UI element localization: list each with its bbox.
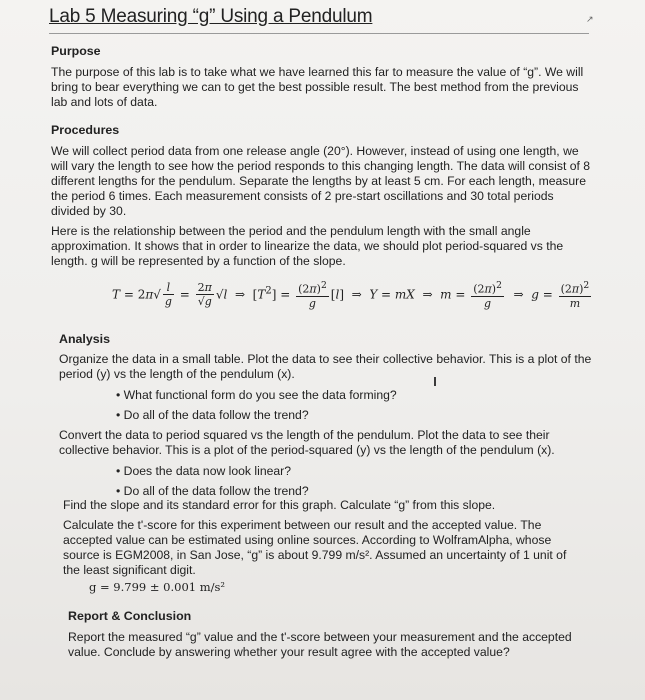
purpose-section: [51, 44, 591, 110]
cursor-mark: [434, 377, 436, 386]
corner-mark-icon: ↗: [586, 14, 594, 24]
relationship-text: Here is the relationship between the period and the pendulum length with the small angle approximation. It shows that in order to linearize the data, we should plot period-squared vs the length. g will be represented by a function of the slope.: [51, 224, 564, 268]
report-heading: Report & Conclusion: [68, 609, 192, 623]
period-length-equation: T = 2π√ $\frac{l}{g}$ = $\frac{2\pi}{√g}$ √l ⇒ $[T^2]$ = $\frac{(2\pi)^2}{g}$ [l] ⇒ Y = mX ⇒ m = $\frac{(2\pi)^2}{g}$ ⇒ g = $\frac{(2\pi)^2}{m}$: [112, 280, 590, 310]
analysis-heading: Analysis: [59, 332, 110, 346]
list-item: • What functional form do you see the data forming?: [116, 388, 594, 403]
report-section: [68, 609, 583, 660]
list-item: • Do all of the data follow the trend?: [116, 484, 594, 499]
page-title: Lab 5 Measuring “g” Using a Pendulum: [49, 6, 373, 27]
title-rule: [49, 33, 589, 34]
convert-text: Convert the data to period squared vs the length of the pendulum. Plot the data to see their collective behavior. This is a plot of the period-squared (y) vs the length of the pendulum (x).: [59, 428, 555, 457]
procedures-heading: Procedures: [51, 123, 120, 137]
procedures-section: [51, 123, 591, 269]
accepted-g-value: g = 9.799 ± 0.001 m/s²: [89, 580, 226, 594]
procedures-text: We will collect period data from one release angle (20°). However, instead of using one length, we will vary the length to see how the period responds to this changing length. The data will consist of 8 different lengths for the pendulum. Separate the lengths by at least 5 cm. For each length, measure the period 6 times. Each measurement consists of 2 pre-start oscillations and 30 total periods divided by 30.: [51, 144, 591, 218]
tscore-text: Calculate the t'-score for this experiment between our result and the accepted value. The accepted value can be estimated using online sources. According to WolframAlpha, whose source is EGM2008, in San Jose, “g” is about 9.799 m/s². Assumed an uncertainty of 1 unit of the least significant digit.: [63, 518, 567, 577]
list-item: • Do all of the data follow the trend?: [116, 408, 594, 423]
analysis-continued: [63, 498, 581, 578]
list-item: • Does the data now look linear?: [116, 464, 594, 479]
bullet-list-1: [116, 388, 594, 423]
analysis-intro: Organize the data in a small table. Plot the data to see their collective behavior. This is a plot of the period (y) vs the length of the pendulum (x).: [59, 352, 592, 381]
report-text: Report the measured “g” value and the t'-score between your measurement and the accepted value. Conclude by answering whether your result agree with the accepted value?: [68, 630, 572, 659]
purpose-heading: Purpose: [51, 44, 101, 58]
analysis-section: [59, 332, 594, 504]
purpose-text: The purpose of this lab is to take what we have learned this far to measure the value of “g”. We will bring to bear everything we can to get the best possible result. The best method from the previous lab and lots of data.: [51, 65, 584, 109]
slope-text: Find the slope and its standard error for this graph. Calculate “g” from this slope.: [63, 498, 496, 512]
bullet-list-2: [116, 464, 594, 499]
